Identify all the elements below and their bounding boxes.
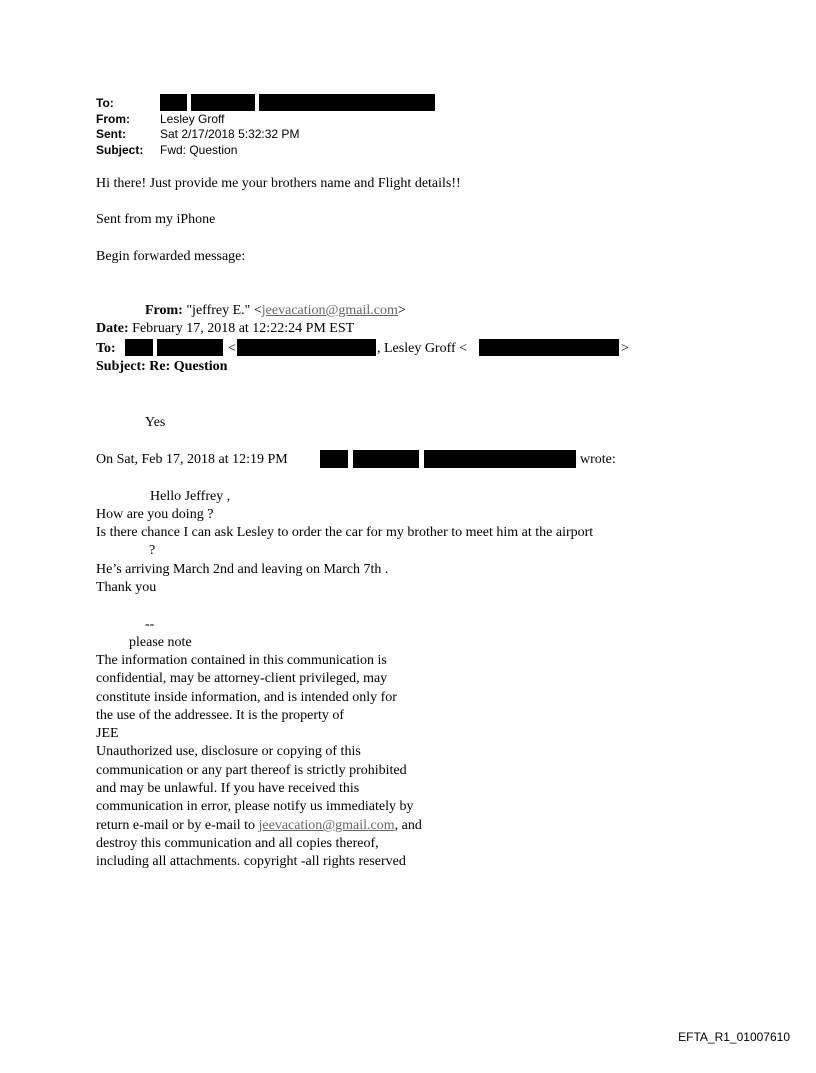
redaction-box [353,450,419,468]
subject-value: Fwd: Question [160,143,238,157]
fwd-from-close: > [397,303,406,318]
redaction-box [320,450,348,468]
disclaimer-line: communication or any part thereof is strictly prohibited [96,763,407,778]
fwd-from-email-link[interactable]: jeevacation@gmail.com [261,303,398,318]
disclaimer-heading: please note [129,635,192,650]
redaction-box [237,339,376,356]
redaction-box [160,94,187,111]
disclaimer-line: The information contained in this communication is [96,653,387,668]
quoted-line: How are you doing ? [96,507,214,522]
quoted-line: Is there chance I can ask Lesley to order the car for my brother to meet him at the airport [96,525,594,540]
signature-separator: -- [145,617,155,632]
quoted-line: He’s arriving March 2nd and leaving on March 7th . [96,562,389,577]
sent-value: Sat 2/17/2018 5:32:32 PM [160,127,300,141]
disclaimer-return-line [96,817,422,835]
redaction-box [191,94,255,111]
fwd-date-value: February 17, 2018 at 12:22:24 PM EST [132,321,355,336]
body-line-signature: Sent from my iPhone [96,212,216,227]
fwd-to-label-text: To: [96,341,116,356]
body-line-forwarded: Begin forwarded message: [96,249,246,264]
from-label: From: [96,112,130,126]
disclaimer-line: including all attachments. copyright -all rights reserved [96,854,406,869]
redaction-box [259,94,435,111]
body-line-greeting: Hi there! Just provide me your brothers name and Flight details!! [96,176,461,191]
quote-intro-suffix: wrote: [580,452,616,467]
fwd-subject-label: Subject: [96,359,146,374]
fwd-to-mid: , Lesley Groff < [377,341,468,356]
fwd-subject-line [96,358,227,376]
fwd-from-name: "jeffrey E." < [186,303,262,318]
document-id: EFTA_R1_01007610 [678,1030,790,1044]
fwd-date-line [96,320,354,338]
fwd-to-label [96,340,116,358]
disclaimer-line: constitute inside information, and is intended only for [96,690,397,705]
disclaimer-line: the use of the addressee. It is the property of [96,708,345,723]
fwd-date-label: Date: [96,321,129,336]
disclaimer-line: communication in error, please notify us immediately by [96,799,414,814]
fwd-from-line [145,302,406,320]
disclaimer-return-prefix: return e-mail or by e-mail to [96,818,259,833]
disclaimer-return-suffix: , and [394,818,422,833]
quoted-line: ? [149,543,156,558]
subject-label: Subject: [96,143,144,157]
disclaimer-line: and may be unlawful. If you have received this [96,781,360,796]
fwd-subject-value: Re: Question [149,359,228,374]
redaction-box [157,339,223,356]
quote-intro-prefix: On Sat, Feb 17, 2018 at 12:19 PM [96,452,288,467]
sent-label: Sent: [96,127,126,141]
fwd-from-label: From: [145,303,183,318]
disclaimer-line: destroy this communication and all copies thereof, [96,836,379,851]
quoted-line: Thank you [96,580,157,595]
redaction-box [125,339,153,356]
disclaimer-line: confidential, may be attorney-client privileged, may [96,671,388,686]
to-label: To: [96,96,114,110]
disclaimer-line: Unauthorized use, disclosure or copying of this [96,744,361,759]
from-value: Lesley Groff [160,112,225,126]
disclaimer-line: JEE [96,726,119,741]
reply-text: Yes [145,415,166,430]
disclaimer-email-link[interactable]: jeevacation@gmail.com [258,818,395,833]
fwd-to-gt: > [621,341,629,356]
redaction-box [424,450,576,468]
quoted-greeting: Hello Jeffrey , [150,489,231,504]
redaction-box [479,339,619,356]
fwd-to-lt: < [228,341,236,356]
